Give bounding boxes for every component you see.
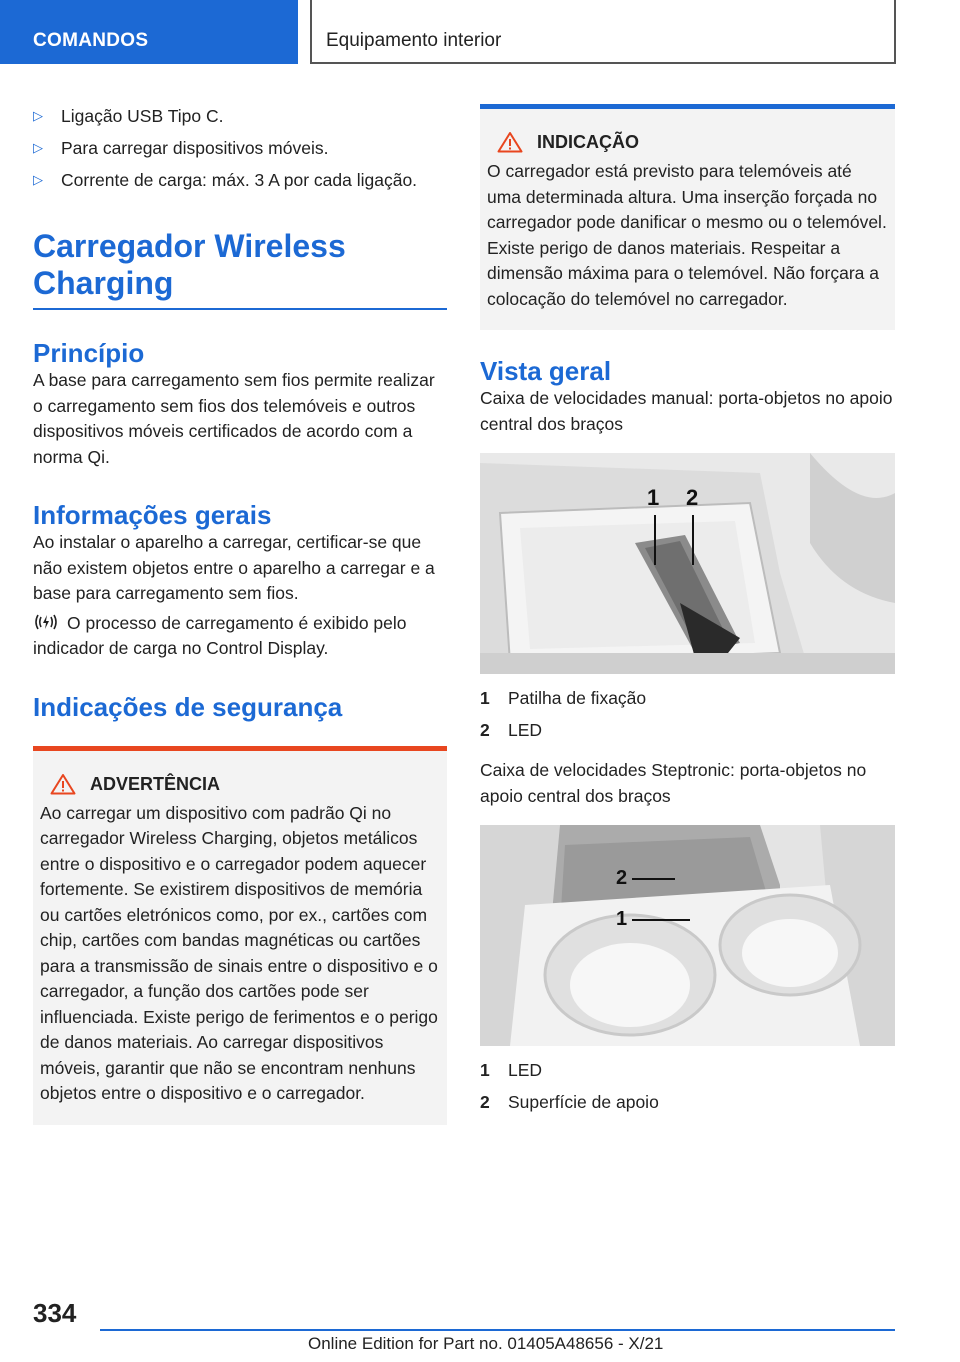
legend-item: 2 Superfície de apoio (480, 1092, 659, 1112)
overview-heading: Vista geral (480, 356, 612, 386)
figure-label: 1 (616, 908, 628, 930)
general-info-heading: Informações gerais (33, 500, 272, 530)
caution-triangle-icon (497, 131, 523, 153)
manual-gearbox-caption: Caixa de velocidades manual: porta-objetos no apoio central dos braços (480, 388, 893, 434)
manual-storage-photo (480, 453, 895, 674)
safety-heading: Indicações de segurança (33, 691, 343, 722)
legend-item: 1 LED (480, 1060, 543, 1080)
legend-manual (480, 682, 895, 746)
note-box (480, 104, 895, 330)
legend-steptronic (480, 1054, 895, 1118)
steptronic-caption: Caixa de velocidades Steptronic: porta-objetos no apoio central dos braços (480, 760, 867, 806)
page-number: 334 (33, 1298, 77, 1328)
steptronic-storage-photo (480, 825, 895, 1046)
footer-divider (100, 1329, 895, 1331)
warning-box (33, 746, 447, 1125)
note-text: O carregador está previsto para telemóveis até uma determinada altura. Uma inserção forçada no carregador pode danificar o mesmo ou o telemóvel. Existe perigo de danos materiais. Respeitar a dimensão máxima para o telemóvel. Não forçara a colocação do telemóvel no carregador. (487, 161, 887, 309)
list-item: ▷ Para carregar dispositivos móveis. (33, 132, 447, 164)
feature-list (33, 100, 447, 196)
edition-note: Online Edition for Part no. 01405A48656 - X/21 (308, 1334, 664, 1353)
triangle-bullet-icon: ▷ (33, 140, 43, 155)
legend-item: 1 Patilha de fixação (480, 688, 647, 708)
warning-text: Ao carregar um dispositivo com padrão Qi no carregador Wireless Charging, objetos metálicos entre o dispositivo e o carregador podem aquecer fortemente. Se existirem dispositivos de memória ou cartões eletrónicos como, por ex., cartões com chip, cartões com bandas magnéticas ou cartões para a transmissão de sinais entre o dispositivo e o carregador, a função dos cartões pode ser influenciada. Existe perigo de ferimentos e o perigo de danos materiais. Ao carregar dispositivos móveis, garantir que não se encontram nenhuns objetos entre o dispositivo e o carregador. (40, 802, 438, 1103)
section-title: Equipamento interior (310, 0, 896, 64)
figure-label: 2 (686, 485, 699, 510)
principle-text: A base para carregamento sem fios permite realizar o carregamento sem fios dos telemóveis e outros dispositivos móveis certificados de acordo com a norma Qi. (33, 370, 435, 467)
list-item: ▷ Corrente de carga: máx. 3 A por cada ligação. (33, 164, 447, 196)
chapter-tab[interactable]: COMANDOS (0, 0, 298, 64)
left-column (33, 100, 447, 1125)
right-column (480, 104, 895, 1118)
warning-triangle-icon (50, 773, 76, 795)
figure-label: 2 (616, 867, 628, 889)
figure-label: 1 (647, 485, 660, 510)
triangle-bullet-icon: ▷ (33, 108, 43, 123)
wireless-charging-icon (33, 612, 59, 632)
note-title: INDICAÇÃO (487, 129, 887, 155)
general-info-text: Ao instalar o aparelho a carregar, certificar-se que não existem objetos entre o aparelho a carregar e a base para carregamento sem fios. (33, 532, 435, 603)
principle-heading: Princípio (33, 338, 145, 368)
charging-indicator-text: O processo de carregamento é exibido pelo indicador de carga no Control Display. (33, 612, 407, 658)
legend-item: 2 LED (480, 720, 543, 740)
triangle-bullet-icon: ▷ (33, 172, 43, 187)
list-item: ▷ Ligação USB Tipo C. (33, 100, 447, 132)
warning-title: ADVERTÊNCIA (40, 771, 439, 797)
main-heading: Carregador Wireless Charging (33, 228, 447, 310)
